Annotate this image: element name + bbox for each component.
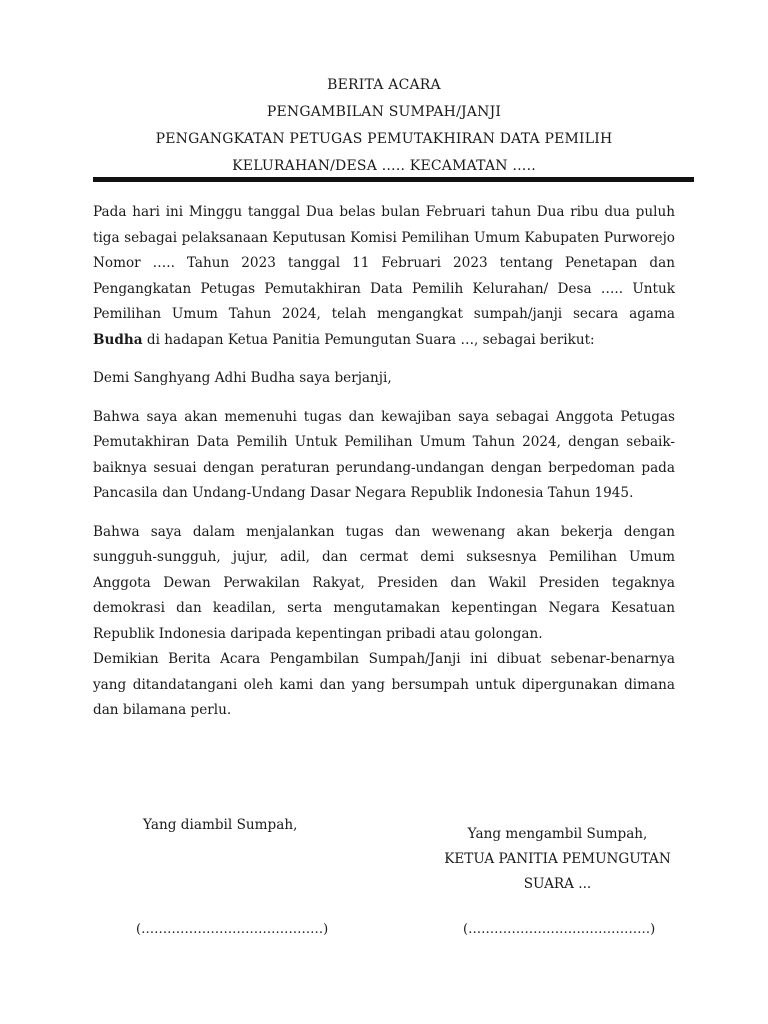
signature-left-placeholder: (……………………………………) (136, 922, 329, 937)
document-location: KELURAHAN/DESA ….. KECAMATAN ….. (232, 158, 536, 174)
paragraph-opening-text: Pada hari ini Minggu tanggal Dua belas bulan Februari tahun Dua ribu dua puluh tiga sebagai pelaksanaan Keputusan Komisi Pemilihan Umum Kabupaten Purworejo Nomor ….. Tahun 2023 tanggal 11 Februari 2023 tentang Penetapan dan Pengangkatan Petugas Pemutakhiran Data Pemilih Kelurahan/ Desa ….. Untuk Pemilihan Umum Tahun 2024, telah mengangkat sumpah/janji secara agama (93, 204, 675, 322)
header-divider (93, 177, 694, 182)
paragraph-commitment: Bahwa saya dalam menjalankan tugas dan wewenang akan bekerja dengan sungguh-sungguh, jujur, adil, dan cermat demi suksesnya Pemilihan Umum Anggota Dewan Perwakilan Rakyat, Presiden dan Wakil Presiden tegaknya demokrasi dan keadilan, serta mengutamakan kepentingan Negara Kesatuan Republik Indonesia daripada kepentingan pribadi atau golongan. (93, 523, 675, 642)
paragraph-oath: Demi Sanghyang Adhi Budha saya berjanji, (93, 370, 392, 386)
signature-right-title: Yang mengambil Sumpah, (467, 826, 648, 842)
document-subtitle: PENGAMBILAN SUMPAH/JANJI (266, 104, 502, 120)
paragraph-opening (93, 200, 675, 353)
document-body (93, 200, 675, 724)
religion-bold: Budha (93, 331, 143, 348)
paragraph-duty: Bahwa saya akan memenuhi tugas dan kewajiban saya sebagai Anggota Petugas Pemutakhiran Data Pemilih Untuk Pemilihan Umum Tahun 2024, dengan sebaik-baiknya sesuai dengan peraturan perundang-undangan dengan berpedoman pada Pancasila dan Undang-Undang Dasar Negara Republik Indonesia Tahun 1945. (93, 408, 675, 501)
signature-right-role-2: SUARA ... (523, 876, 592, 892)
signature-right-role: KETUA PANITIA PEMUNGUTAN (444, 851, 671, 867)
document-header (0, 72, 768, 180)
paragraph-opening-text-end: di hadapan Ketua Panitia Pemungutan Suara …, sebagai berikut: (142, 331, 595, 348)
document-title: BERITA ACARA (327, 77, 441, 93)
signature-left-title: Yang diambil Sumpah, (143, 817, 298, 833)
signature-right-block (420, 822, 695, 897)
paragraph-closing: Demikian Berita Acara Pengambilan Sumpah/Janji ini dibuat sebenar-benarnya yang ditandatangani oleh kami dan yang bersumpah untuk dipergunakan dimana dan bilamana perlu. (93, 651, 675, 718)
signature-right-placeholder: (……………………………………) (463, 922, 656, 937)
document-subtitle-2: PENGANGKATAN PETUGAS PEMUTAKHIRAN DATA PEMILIH (155, 131, 613, 147)
